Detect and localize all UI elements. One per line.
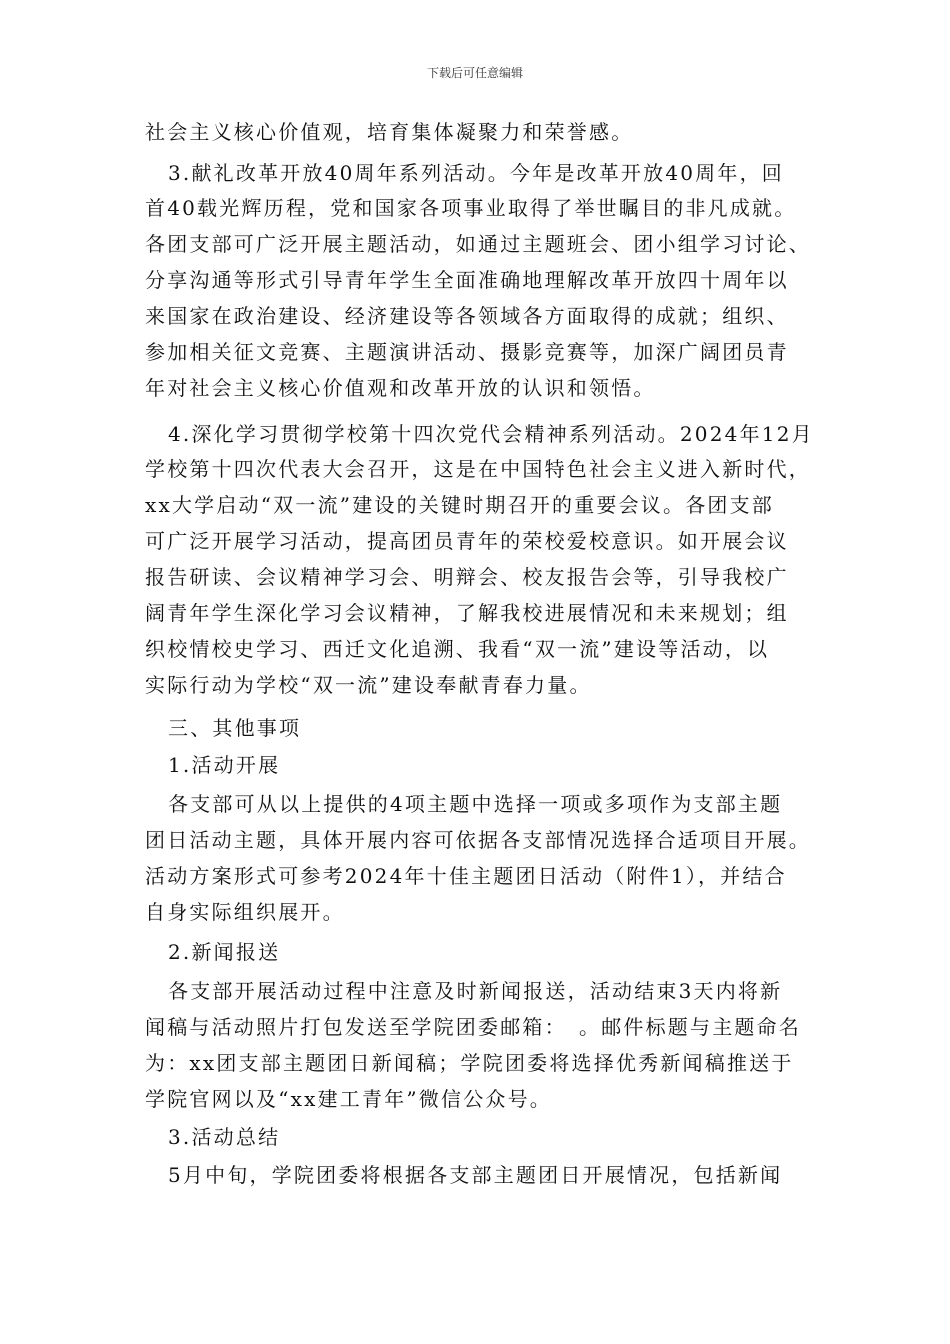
page-header: 下载后可任意编辑 bbox=[426, 66, 523, 80]
paragraph-line: 各支部开展活动过程中注意及时新闻报送，活动结束3天内将新 bbox=[168, 979, 783, 1003]
paragraph-line: 3.献礼改革开放40周年系列活动。今年是改革开放40周年，回 bbox=[168, 161, 784, 185]
paragraph-line: 各支部可从以上提供的4项主题中选择一项或多项作为支部主题 bbox=[168, 792, 783, 816]
paragraph-line: xx大学启动“双一流”建设的关键时期召开的重要会议。各团支部 bbox=[145, 493, 775, 517]
paragraph-line: 织校情校史学习、西迁文化追溯、我看“双一流”建设等活动，以 bbox=[145, 637, 770, 661]
paragraph-line: 参加相关征文竞赛、主题演讲活动、摄影竞赛等，加深广阔团员青 bbox=[145, 340, 789, 364]
paragraph-line: 团日活动主题，具体开展内容可依据各支部情况选择合适项目开展。 bbox=[145, 828, 811, 852]
subsection-heading: 1.活动开展 bbox=[168, 753, 281, 777]
paragraph-line: 4.深化学习贯彻学校第十四次党代会精神系列活动。2024年12月 bbox=[168, 422, 814, 446]
paragraph-line: 社会主义核心价值观，培育集体凝聚力和荣誉感。 bbox=[145, 120, 634, 144]
paragraph-line: 首40载光辉历程，党和国家各项事业取得了举世瞩目的非凡成就。 bbox=[145, 196, 797, 220]
paragraph-line: 5月中旬，学院团委将根据各支部主题团日开展情况，包括新闻 bbox=[168, 1163, 783, 1187]
paragraph-line: 各团支部可广泛开展主题活动，如通过主题班会、团小组学习讨论、 bbox=[145, 232, 811, 256]
subsection-heading: 3.活动总结 bbox=[168, 1125, 281, 1149]
section-heading: 三、其他事项 bbox=[168, 716, 302, 740]
paragraph-line: 年对社会主义核心价值观和改革开放的认识和领悟。 bbox=[145, 376, 656, 400]
paragraph-line: 为：xx团支部主题团日新闻稿；学院团委将选择优秀新闻稿推送于 bbox=[145, 1051, 794, 1075]
paragraph-line: 分享沟通等形式引导青年学生全面准确地理解改革开放四十周年以 bbox=[145, 268, 789, 292]
paragraph-line: 学院官网以及“xx建工青年”微信公众号。 bbox=[145, 1087, 553, 1111]
paragraph-line: 阔青年学生深化学习会议精神，了解我校进展情况和未来规划；组 bbox=[145, 601, 789, 625]
paragraph-line: 实际行动为学校“双一流”建设奉献青春力量。 bbox=[145, 673, 592, 697]
paragraph-line: 闻稿与活动照片打包发送至学院团委邮箱： 。邮件标题与主题命名 bbox=[145, 1015, 801, 1039]
paragraph-line: 自身实际组织展开。 bbox=[145, 900, 345, 924]
paragraph-line: 报告研读、会议精神学习会、明辩会、校友报告会等，引导我校广 bbox=[145, 565, 789, 589]
paragraph-line: 活动方案形式可参考2024年十佳主题团日活动（附件1），并结合 bbox=[145, 864, 787, 888]
subsection-heading: 2.新闻报送 bbox=[168, 940, 281, 964]
paragraph-line: 来国家在政治建设、经济建设等各领域各方面取得的成就；组织、 bbox=[145, 304, 789, 328]
paragraph-line: 学校第十四次代表大会召开，这是在中国特色社会主义进入新时代， bbox=[145, 457, 811, 481]
paragraph-line: 可广泛开展学习活动，提高团员青年的荣校爱校意识。如开展会议 bbox=[145, 529, 789, 553]
